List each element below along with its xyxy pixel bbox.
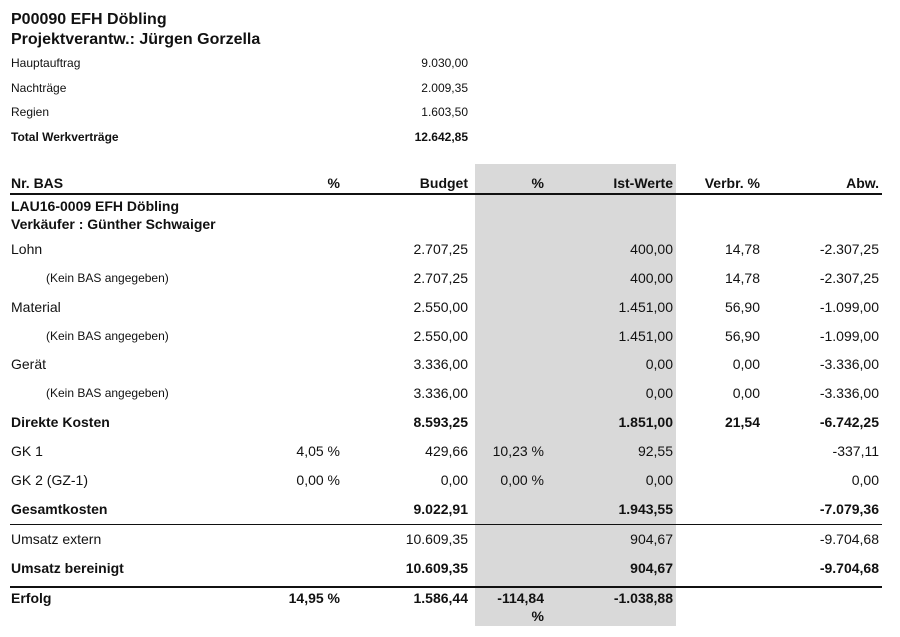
row-label: GK 1 <box>11 443 43 459</box>
row-cell-ist: 400,00 <box>630 241 673 257</box>
row-cell-verbr: 0,00 <box>732 356 760 372</box>
row-label: Gesamtkosten <box>11 501 108 517</box>
row-cell-abw: -9.704,68 <box>819 560 879 576</box>
contract-value: 2.009,35 <box>421 81 468 95</box>
col-header-pct: % <box>327 175 340 191</box>
row-cell-abw: -3.336,00 <box>819 356 879 372</box>
row-cell-verbr: 56,90 <box>724 328 760 344</box>
col-header-abw: Abw. <box>846 175 879 191</box>
row-label: Direkte Kosten <box>11 414 110 430</box>
row-cell-ist: -1.038,88 <box>613 590 673 606</box>
contract-value: 1.603,50 <box>421 105 468 119</box>
contract-label: Regien <box>11 105 50 119</box>
project-title: P00090 EFH Döbling <box>11 11 167 28</box>
row-cell-verbr: 0,00 <box>732 385 760 401</box>
row-cell-pct2: 10,23 % <box>492 443 544 459</box>
row-cell-abw: -6.742,25 <box>819 414 879 430</box>
row-cell-budget: 2.707,25 <box>413 270 468 286</box>
row-cell-ist: 0,00 <box>645 385 673 401</box>
row-label: Material <box>11 299 61 315</box>
row-label: (Kein BAS angegeben) <box>46 386 169 400</box>
row-cell-ist: 904,67 <box>630 531 673 547</box>
row-cell-verbr: 14,78 <box>724 270 760 286</box>
col-header-ist: Ist-Werte <box>613 175 673 191</box>
row-cell-ist: 92,55 <box>637 443 673 459</box>
row-cell-pct: 0,00 % <box>296 472 340 488</box>
row-cell-pct2: 0,00 % <box>500 472 544 488</box>
row-cell-budget: 1.586,44 <box>413 590 468 606</box>
contract-label: Nachträge <box>11 81 67 95</box>
row-cell-ist: 904,67 <box>630 560 673 576</box>
contract-label: Hauptauftrag <box>11 56 81 70</box>
row-cell-budget: 0,00 <box>440 472 468 488</box>
row-label: Lohn <box>11 241 43 257</box>
row-cell-budget: 8.593,25 <box>413 414 468 430</box>
row-cell-budget: 10.609,35 <box>405 531 468 547</box>
row-cell-verbr: 14,78 <box>724 241 760 257</box>
header-rule <box>10 193 882 195</box>
row-cell-pct2: -114,84 % <box>497 590 544 624</box>
row-cell-ist: 0,00 <box>645 472 673 488</box>
row-label: (Kein BAS angegeben) <box>46 329 169 343</box>
row-cell-verbr: 56,90 <box>724 299 760 315</box>
row-cell-abw: -2.307,25 <box>819 241 879 257</box>
row-cell-ist: 1.451,00 <box>618 299 673 315</box>
row-cell-abw: -3.336,00 <box>819 385 879 401</box>
row-label: Umsatz bereinigt <box>11 560 124 576</box>
row-cell-ist: 1.851,00 <box>618 414 673 430</box>
row-label: Umsatz extern <box>11 531 102 547</box>
row-label: Erfolg <box>11 590 52 606</box>
project-manager: Projektverantw.: Jürgen Gorzella <box>11 31 261 48</box>
total-rule-2 <box>10 586 882 588</box>
row-cell-pct: 4,05 % <box>296 443 340 459</box>
col-header-pct2: % <box>531 175 544 191</box>
total-rule-1 <box>10 524 882 525</box>
row-cell-abw: -9.704,68 <box>819 531 879 547</box>
row-cell-budget: 3.336,00 <box>413 385 468 401</box>
row-cell-ist: 0,00 <box>645 356 673 372</box>
contract-label: Total Werkverträge <box>11 130 119 144</box>
row-cell-abw: -1.099,00 <box>819 299 879 315</box>
row-cell-abw: -2.307,25 <box>819 270 879 286</box>
row-cell-verbr: 21,54 <box>724 414 760 430</box>
row-cell-pct: 14,95 % <box>288 590 340 606</box>
row-cell-abw: 0,00 <box>851 472 879 488</box>
row-cell-abw: -7.079,36 <box>819 501 879 517</box>
row-cell-abw: -337,11 <box>832 443 879 459</box>
col-header-budget: Budget <box>419 175 468 191</box>
contract-value: 12.642,85 <box>414 130 468 144</box>
row-cell-budget: 2.550,00 <box>413 299 468 315</box>
row-cell-budget: 10.609,35 <box>405 560 468 576</box>
row-cell-ist: 1.451,00 <box>618 328 673 344</box>
row-cell-ist: 400,00 <box>630 270 673 286</box>
row-label: (Kein BAS angegeben) <box>46 271 169 285</box>
contract-value: 9.030,00 <box>421 56 468 70</box>
row-cell-abw: -1.099,00 <box>819 328 879 344</box>
row-cell-budget: 429,66 <box>425 443 468 459</box>
row-cell-ist: 1.943,55 <box>618 501 673 517</box>
row-cell-budget: 3.336,00 <box>413 356 468 372</box>
row-cell-budget: 9.022,91 <box>413 501 468 517</box>
row-label: Gerät <box>11 356 47 372</box>
row-cell-budget: 2.707,25 <box>413 241 468 257</box>
row-label: GK 2 (GZ-1) <box>11 472 89 488</box>
group-title: LAU16-0009 EFH Döbling <box>11 198 180 214</box>
group-seller: Verkäufer : Günther Schwaiger <box>11 216 216 232</box>
col-header-verbr: Verbr. % <box>704 175 760 191</box>
col-header-nr-bas: Nr. BAS <box>11 175 64 191</box>
row-cell-budget: 2.550,00 <box>413 328 468 344</box>
